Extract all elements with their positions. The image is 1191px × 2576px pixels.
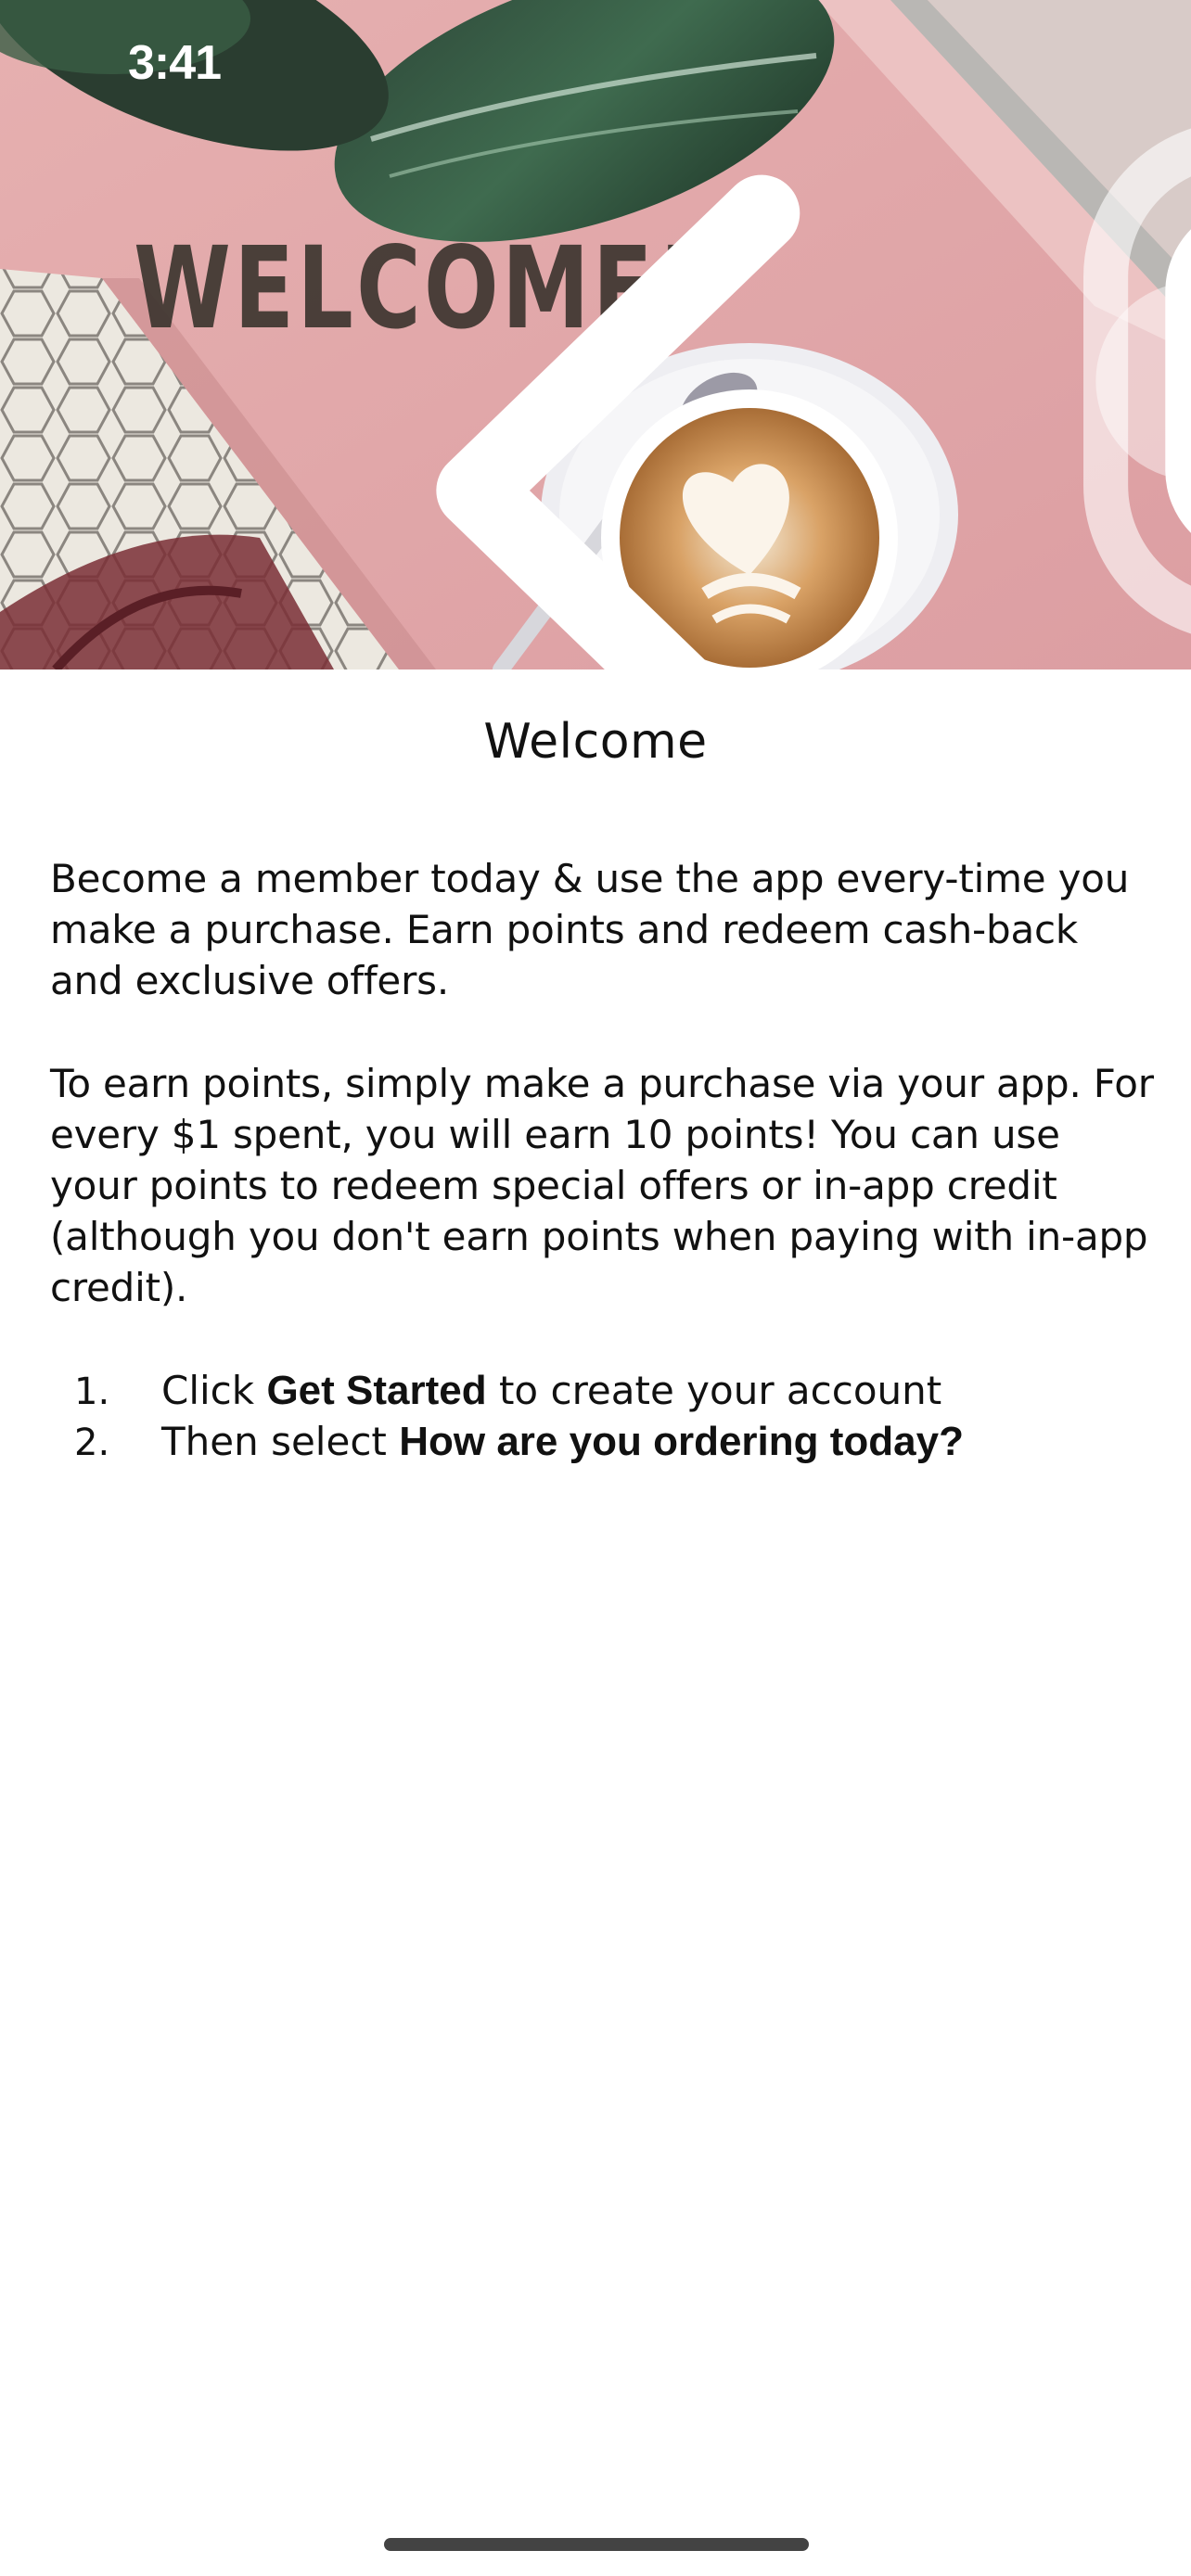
welcome-content — [50, 853, 1154, 1467]
page-title: Welcome — [483, 714, 708, 770]
step-number: 2. — [74, 1422, 110, 1464]
step-text — [161, 1365, 941, 1416]
hero-welcome-text: WELCOME! — [134, 223, 699, 354]
step-suffix: to create your account — [486, 1368, 942, 1413]
list-item — [50, 1365, 1154, 1416]
step-prefix: Then select — [161, 1419, 400, 1464]
hero-banner — [0, 0, 1191, 670]
status-icons — [1076, 46, 1117, 87]
status-time: 3:41 — [128, 36, 222, 90]
step-bold: How are you ordering today? — [399, 1419, 964, 1464]
home-indicator[interactable] — [384, 2538, 809, 2551]
step-prefix: Click — [161, 1368, 267, 1413]
steps-list — [50, 1365, 1154, 1467]
step-bold: Get Started — [266, 1368, 487, 1413]
back-button[interactable] — [13, 156, 87, 230]
intro-paragraph: Become a member today & use the app every-time you make a purchase. Earn points and redeem cash-back and exclusive offers. — [50, 856, 1130, 1003]
step-number: 1. — [74, 1371, 110, 1413]
list-item — [50, 1416, 1154, 1467]
step-text — [161, 1416, 964, 1467]
points-paragraph: To earn points, simply make a purchase via your app. For every $1 spent, you will earn 10 points! You can use your points to redeem special offers or in-app credit (although you don't earn points when paying with in-app credit). — [50, 1061, 1154, 1310]
status-bar — [0, 0, 1191, 130]
